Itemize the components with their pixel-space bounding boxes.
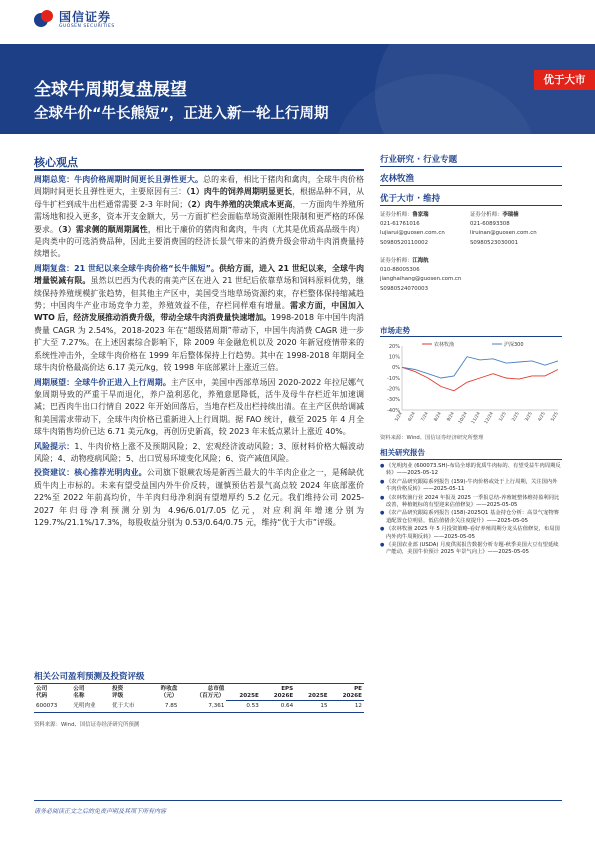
core-viewpoints-body (34, 174, 364, 531)
forecast-table-heading: 相关公司盈利预测及投资评级 (34, 672, 145, 682)
x-tick-label: 8/24 (433, 411, 443, 423)
bullet-icon: ● (380, 542, 385, 549)
logo-english-name: GUOSEN SECURITIES (59, 23, 115, 29)
list-item[interactable]: ● 《美国农业部 (USDA) 月度供需报告数据分析专题-秋季美国大豆有望延续产能动，美国牛价预计 2025 年景气向上》——2025-05-05 (380, 542, 559, 556)
legend-label: 农林牧渔 (434, 342, 455, 348)
x-tick-label: 2/25 (511, 411, 521, 423)
x-tick-label: 3/25 (524, 411, 534, 423)
table-source-note: 资料来源：Wind、国信证券经济研究所预测 (34, 722, 140, 728)
y-tick-label: -40% (387, 407, 400, 414)
analyst-email[interactable]: liruinan@guosen.com.cn (470, 230, 537, 237)
core-viewpoints-heading: 核心观点 (34, 156, 78, 169)
analyst-email[interactable]: jianghaihang@guosen.com.cn (380, 276, 462, 283)
analyst-cert: S0980520110002 (380, 239, 429, 246)
section-divider (380, 205, 562, 206)
x-tick-label: 1/25 (498, 411, 508, 423)
section-divider (380, 166, 562, 167)
analyst-card: 证券分析师：鲁家瑞 021-61761016 lujiarui@guosen.com.cn S0980520110002 (380, 211, 445, 248)
list-item[interactable]: ● 《农产品研究跟踪系列报告 (158)-2025Q1 基金持仓分析：高景气宠物赛道配置仓位明显，低估值猪企关注度提升》——2025-05-05 (380, 510, 559, 524)
report-subtitle: 全球牛价“牛长熊短”，正进入新一轮上行周期 (34, 106, 329, 122)
col-price: 昨收盘 （元） (160, 686, 178, 700)
table-row (34, 701, 364, 713)
list-item[interactable]: ● 《农林牧渔行业 2024 年报及 2025 一季报总结-养殖链整体维持盈利同比改善，种植链标的有望迎来估值修复》——2025-05-05 (380, 494, 560, 509)
list-item[interactable]: ● 《光明肉业 (600073.SH)-布局全球的优质牛肉标的、有望受益牛肉周期反转》——2025-05-12 (380, 463, 561, 477)
col-rating: 投资 评级 (112, 686, 124, 700)
y-tick-label: 0% (392, 365, 400, 372)
series-line (402, 367, 558, 391)
analyst-cert: S0980523030001 (470, 239, 519, 246)
analyst-card: 证券分析师：李瑞楠 021-60893308 liruinan@guosen.com.cn S0980523030001 (470, 211, 537, 248)
analyst-email[interactable]: lujiarui@guosen.com.cn (380, 230, 445, 237)
rating-tag: 优于大市 (534, 70, 595, 90)
x-tick-label: 7/24 (420, 411, 430, 423)
legend-label: 沪深300 (504, 342, 524, 348)
series-line (402, 357, 558, 378)
col-year: 2026E (261, 693, 295, 701)
bullet-icon: ● (380, 526, 385, 533)
col-pe: PE (354, 686, 362, 692)
cell-pe-2026: 12 (330, 701, 364, 713)
x-tick-label: 5/25 (550, 411, 560, 423)
cell-mcap: 7,361 (179, 701, 226, 713)
x-tick-label: 9/24 (446, 411, 456, 423)
bullet-icon: ● (380, 463, 385, 469)
section-divider (380, 336, 562, 337)
col-code: 公司 代码 (36, 686, 48, 700)
bullet-icon: ● (380, 494, 385, 501)
cycle-overview-paragraph: 周期总览：牛肉价格周期时间更长且弹性更大。总的来看，相比于猪肉和禽肉，全球牛肉价格周期时间更长且弹性更大，主要原因有三：（1）肉牛的饲养周期明显更长，根据品种不同，从母牛扩栏到成牛出栏通常需要 2-3 年时间；（2）肉牛养殖的决策成本更高，一方面肉牛养殖所需场地和投入更多，资本开支金额大，另一方面扩栏会面临草场资源刚性限制和更严格的环保要求。（3）需求侧的顺周期属性，相比于廉价的猪肉和禽肉，牛肉（尤其是优质高品级牛肉）是肉类中的可选消费品种，因此主要消费国的经济长景气带来的消费升级会带动牛肉消费量持续增长。 (34, 175, 364, 259)
analyst-phone: 021-60893308 (470, 221, 510, 228)
bullet-icon: ● (380, 478, 385, 485)
section-divider (380, 185, 562, 186)
col-year: 2025E (295, 693, 329, 701)
x-tick-label: 5/24 (394, 411, 404, 423)
x-tick-label: 6/24 (407, 411, 417, 423)
chart-source-note: 资料来源：Wind、国信证券经济研究所整理 (380, 435, 484, 441)
cell-eps-2026: 0.64 (261, 701, 295, 713)
x-tick-label: 10/24 (458, 411, 469, 425)
sector-label: 农林牧渔 (380, 174, 415, 184)
cell-pe-2025: 15 (295, 701, 329, 713)
list-item[interactable]: ● 《农林牧渔 2025 年 5 月投资策略-看好养殖周期分龙头估值修复，布局国内外肉牛周期反转》——2025-05-05 (380, 526, 560, 540)
footer-rule (34, 800, 562, 801)
cell-code: 600073 (34, 701, 71, 713)
analyst-name: 鲁家瑞 (412, 212, 429, 218)
y-tick-label: -30% (387, 397, 400, 404)
investment-advice-paragraph: 投资建议：核心推荐光明肉业。公司旗下银蕨农场是新西兰最大的牛羊肉企业之一，是稀缺优质牛肉上市标的。未来有望受益国内外牛价反转，谨慎预估若景气高点较 2024 年底部涨价 22%至 2022 年前高均价，牛羊肉归母净利润有望增厚约 5.2 亿元。我们维持公司 2025-2027 年归母净利预测分别为 4.96/6.01/7.05 亿元，对应利润年增速分别为 129.7%/21.1%/17.3%，每股收益分别为 0.53/0.64/0.75 元，维持“优于大市”评级。 (34, 468, 364, 527)
market-trend-heading: 市场走势 (380, 326, 410, 335)
col-year: 2025E (226, 693, 260, 701)
analyst-cert: S0980524070003 (380, 285, 429, 292)
table-top-rule (34, 683, 364, 684)
cycle-outlook-paragraph: 周期展望：全球牛价正进入上行周期。主产区中，美国中西部草场因 2020-2022 年拉尼娜气象周期导致的严重干旱而退化，养户盈利恶化，养殖意愿降低，活牛及母牛存栏近年加速调减；巴西肉牛出口行情自 2022 年开始回落后，当地存栏及出栏持续出清。在主产区供给调减和美国需求带动下，全球牛肉价格已重新进入上行周期。据 FAO 统计，截至 2025 年 4 月全球牛肉销售均价已达 6.71 美元/kg，再创历史新高，较 2023 年末低点累计上涨近 40%。 (34, 377, 364, 437)
analyst-phone: 010-88005306 (380, 267, 420, 274)
list-item[interactable]: ● 《农产品研究跟踪系列报告 (159)-牛肉价格或处于上行周期，关注国内外牛肉价格反转》——2025-05-11 (380, 478, 558, 493)
section-divider (380, 459, 562, 460)
bullet-icon: ● (380, 510, 385, 517)
section-divider (34, 169, 364, 171)
x-tick-label: 12/24 (484, 411, 495, 425)
y-tick-label: -20% (387, 386, 400, 393)
analyst-phone: 021-61761016 (380, 221, 420, 228)
risk-warning-paragraph: 风险提示：1、牛肉价格上涨不及预期风险；2、宏观经济波动风险；3、原材料价格大幅波动风险；4、动物疫病风险；5、出口贸易环境变化风险；6、资产减值风险。 (34, 441, 364, 463)
report-title: 全球牛周期复盘展望 (34, 80, 187, 100)
col-mcap: 总市值 （百万元） (196, 686, 225, 700)
col-year: 2026E (330, 693, 364, 701)
logo-mark-icon (34, 10, 54, 30)
cycle-review-paragraph: 周期复盘：21 世纪以来全球牛肉价格“长牛熊短”。供给方面，进入 21 世纪以来，全球牛肉增量锐减有限。虽然以巴西为代表的南美产区在进入 21 世纪后依靠草场和饲料原料优势，继续保持养殖规模扩张趋势，但其他主产区中，美国受当地草场资源约束，存栏整体保持缩减趋势；中国肉牛产业市场竞争力差，养殖效益不佳，存栏同样难有增量。需求方面，中国加入 WTO 后，经济发展推动消费升级，带动全球牛肉消费量快速增加。1998-2018 年中国牛肉消费量 CAGR 为 2.54%，2018-2023 年在“超级猪周期”带动下，中国牛肉消费 CAGR 进一步扩大至 7.27%。在上述因素综合影响下，除 2009 年金融危机以及 2020 年新冠疫情带来的系统性冲击外，全球牛肉价格在 1999 年后整体保持上行趋势。其中在 1998-2018 年期间全球牛肉价格最高价达 6.17 美元/kg，较 1998 年底部累计上涨近三倍。 (34, 263, 364, 373)
y-tick-label: 10% (388, 354, 400, 361)
related-reports-list (380, 463, 562, 558)
y-tick-label: 20% (388, 343, 400, 350)
cell-rating: 优于大市 (110, 701, 149, 713)
analyst-name: 江海航 (412, 258, 429, 264)
cell-price: 7.85 (149, 701, 180, 713)
y-tick-label: -10% (387, 375, 400, 382)
sector-rating: 优于大市 · 维持 (380, 194, 441, 204)
market-trend-chart (380, 338, 562, 430)
col-name: 公司 名称 (73, 686, 85, 700)
company-logo (34, 10, 115, 30)
x-tick-label: 4/25 (537, 411, 547, 423)
forecast-table (34, 686, 364, 713)
related-reports-heading: 相关研究报告 (380, 448, 425, 457)
analyst-card: 证券分析师：江海航 010-88005306 jianghaihang@guosen.com.cn S0980524070003 (380, 257, 461, 294)
industry-label: 行业研究 · 行业专题 (380, 155, 458, 165)
col-eps: EPS (281, 686, 294, 692)
x-tick-label: 11/24 (471, 411, 482, 425)
logo-chinese-name: 国信证券 (59, 9, 112, 24)
cell-name: 光明肉业 (71, 701, 110, 713)
footer-disclaimer: 请务必阅读正文之后的免责声明及其项下所有内容 (34, 808, 167, 815)
analyst-name: 李瑞楠 (502, 212, 519, 218)
cell-eps-2025: 0.53 (226, 701, 260, 713)
